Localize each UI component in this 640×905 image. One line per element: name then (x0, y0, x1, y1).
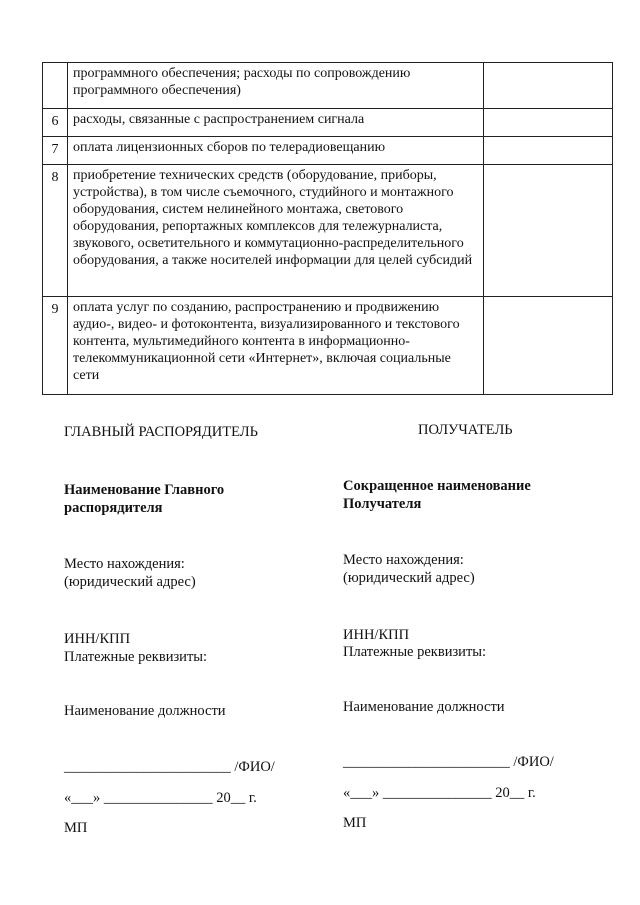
row-number: 7 (43, 137, 68, 165)
right-address-line1: Место нахождения: (343, 552, 464, 568)
left-address-line1: Место нахождения: (64, 556, 185, 572)
right-name-line1: Сокращенное наименование (343, 478, 531, 494)
row-description: оплата услуг по созданию, распространению и продвижению аудио-, видео- и фотоконтента, визуализированного и текстового контента, мультимедийного контента в информационно-телекоммуникационной сети «Интернет», включая социальные сети (68, 297, 484, 395)
row-number (43, 63, 68, 109)
left-stamp: МП (64, 820, 88, 836)
table-row (43, 137, 613, 165)
left-inn: ИНН/КПП (64, 631, 131, 647)
row-description: приобретение технических средств (оборудование, приборы, устройства), в том числе съемочного, студийного и монтажного оборудования, систем нелинейного монтажа, светового оборудования, репортажных комплексов для тележурналиста, звукового, осветительного и коммутационно-распределительного оборудования, а также носителей информации для целей субсидий (68, 165, 484, 297)
row-number: 6 (43, 109, 68, 137)
right-address-line2: (юридический адрес) (343, 570, 475, 586)
right-inn: ИНН/КПП (343, 627, 410, 643)
left-position: Наименование должности (64, 703, 226, 719)
right-signature-line: _______________________ /ФИО/ (343, 754, 554, 770)
row-value (484, 109, 613, 137)
right-stamp: МП (343, 815, 367, 831)
table-row (43, 63, 613, 109)
left-heading: ГЛАВНЫЙ РАСПОРЯДИТЕЛЬ (64, 424, 258, 440)
right-date-line: «___» _______________ 20__ г. (343, 785, 536, 801)
left-signature-line: _______________________ /ФИО/ (64, 759, 275, 775)
left-payment: Платежные реквизиты: (64, 649, 208, 665)
row-value (484, 63, 613, 109)
expenses-table (42, 62, 613, 395)
row-value (484, 165, 613, 297)
row-description: расходы, связанные с распространением сигнала (68, 109, 484, 137)
right-position: Наименование должности (343, 699, 505, 715)
left-address-line2: (юридический адрес) (64, 574, 196, 590)
left-name-line2: распорядителя (64, 500, 163, 516)
row-number: 8 (43, 165, 68, 297)
right-payment: Платежные реквизиты: (343, 644, 487, 660)
row-description: программного обеспечения; расходы по сопровождению программного обеспечения) (68, 63, 484, 109)
left-date-line: «___» _______________ 20__ г. (64, 790, 257, 806)
right-heading: ПОЛУЧАТЕЛЬ (418, 422, 513, 438)
left-name-line1: Наименование Главного (64, 482, 225, 498)
table-row (43, 165, 613, 297)
row-description: оплата лицензионных сборов по телерадиовещанию (68, 137, 484, 165)
table-row (43, 109, 613, 137)
row-value (484, 137, 613, 165)
row-value (484, 297, 613, 395)
row-number: 9 (43, 297, 68, 395)
table-row (43, 297, 613, 395)
right-name-line2: Получателя (343, 496, 422, 512)
